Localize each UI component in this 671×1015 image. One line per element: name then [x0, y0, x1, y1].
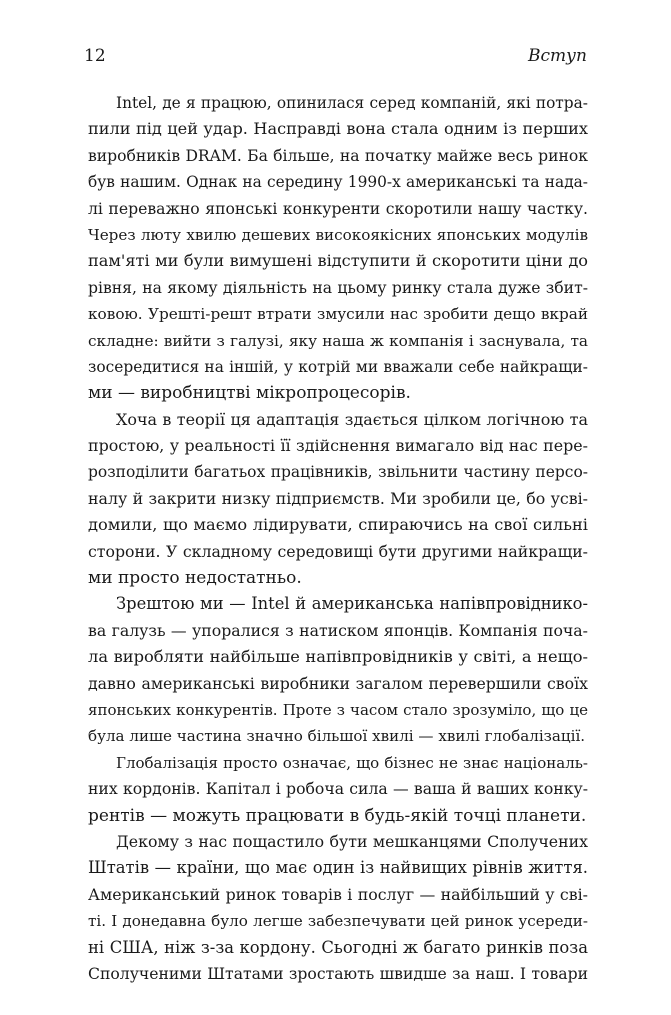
text-line: зосередитися на іншій, у котрій ми вважали себе найкращи-	[88, 357, 588, 376]
text-line: ва галузь — упоралися з натиском японців. Компанія поча-	[88, 620, 588, 640]
text-line: рентів — можуть працювати в будь-якій точці планети.	[88, 805, 587, 826]
text-line: пам'яті ми були вимушені відступити й скоротити ціни до	[88, 251, 588, 271]
text-line: ті. І донедавна було легше забезпечувати цей ринок усереди-	[88, 912, 588, 931]
text-line: Зрештою ми — Intel й американська напівпровіднико-	[116, 594, 588, 614]
section-title: Вступ	[528, 46, 587, 66]
text-line: пили під цей удар. Насправді вона стала одним із перших	[88, 119, 588, 139]
page-number: 12	[84, 46, 106, 66]
text-line: домили, що маємо лідирувати, спираючись на свої сильні	[88, 515, 588, 535]
running-head	[84, 44, 587, 68]
text-line: сторони. У складному середовищі бути другими найкращи-	[88, 541, 588, 561]
text-line: Хоча в теорії ця адаптація здається цілком логічною та	[116, 409, 588, 429]
body-text	[88, 90, 588, 987]
text-line: ми — виробництві мікропроцесорів.	[88, 383, 411, 404]
text-line: розподілити багатьох працівників, звільнити частину персо-	[88, 463, 588, 482]
text-line: них кордонів. Капітал і робоча сила — ваша й ваших конку-	[88, 779, 588, 799]
text-line: налу й закрити низку підприємств. Ми зробили це, бо усві-	[88, 488, 588, 508]
text-line: був нашим. Однак на середину 1990-х американські та нада-	[88, 173, 588, 192]
text-line: була лише частина значно більшої хвилі — хвилі глобалізації.	[88, 727, 586, 746]
text-line: рівня, на якому діяльність на цьому ринку стала дуже збит-	[88, 278, 588, 297]
text-line: Штатів — країни, що має один із найвищих рівнів життя.	[88, 858, 588, 878]
text-line: складне: вийти з галузі, яку наша ж компанія і заснувала, та	[88, 331, 588, 350]
text-line: ми просто недостатньо.	[88, 568, 302, 589]
text-line: ні США, ніж з-за кордону. Сьогодні ж багато ринків поза	[88, 937, 588, 957]
text-line: Декому з нас пощастило бути мешканцями Сполучених	[116, 831, 588, 851]
text-line: ковою. Урешті-решт втрати змусили нас зробити дещо вкрай	[88, 305, 588, 324]
text-line: Через люту хвилю дешевих високоякісних японських модулів	[88, 225, 588, 244]
text-line: простою, у реальності її здійснення вимагало від нас пере-	[88, 436, 588, 456]
text-line: Американський ринок товарів і послуг — найбільший у сві-	[88, 884, 588, 904]
text-line: Intel, де я працюю, опинилася серед компаній, які потра-	[116, 94, 588, 112]
text-line: ла виробляти найбільше напівпровідників у світі, а нещо-	[88, 647, 588, 667]
text-line: давно американські виробники загалом перевершили своїх	[88, 673, 588, 693]
text-line: японських конкурентів. Проте з часом стало зрозуміло, що це	[88, 700, 588, 719]
text-line: Сполученими Штатами зростають швидше за наш. І товари	[88, 963, 588, 983]
text-line: виробників DRAM. Ба більше, на початку майже весь ринок	[88, 146, 588, 165]
text-line: Глобалізація просто означає, що бізнес не знає національ-	[116, 753, 588, 772]
text-line: лі переважно японські конкуренти скоротили нашу частку.	[88, 198, 588, 218]
